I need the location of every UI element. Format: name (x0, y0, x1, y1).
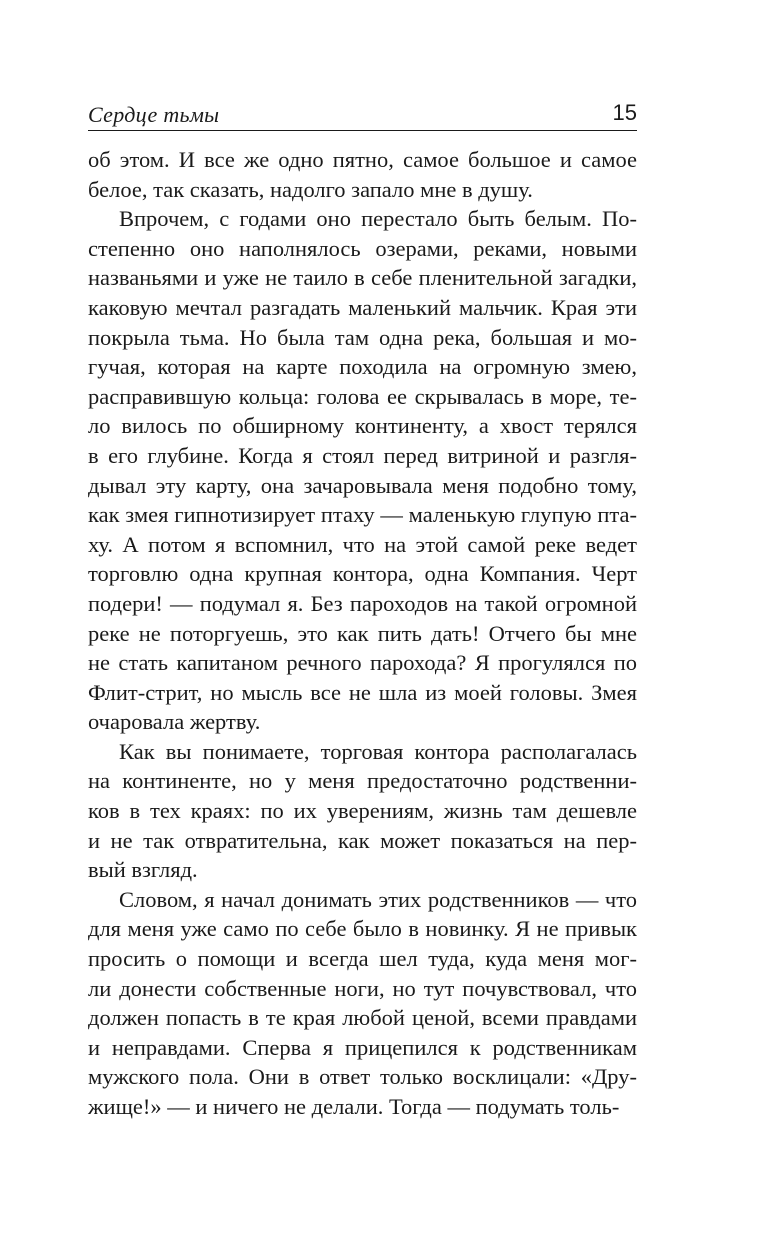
text-line: белое, так сказать, надолго запало мне в душу. (88, 176, 533, 202)
text-line: и не так отвратительна, как может показаться на пер- (88, 827, 637, 853)
page-number: 15 (612, 100, 637, 125)
running-head (88, 100, 637, 130)
body-text (88, 145, 637, 1122)
text-line: очаровала жертву. (88, 709, 261, 735)
paragraph (88, 885, 637, 1122)
text-line: ли донести собственные ноги, но тут почувствовал, что (88, 975, 637, 1001)
text-line: для меня уже само по себе было в новинку. Я не привык (88, 916, 637, 942)
header-rule (88, 130, 637, 131)
text-line: жище!» — и ничего не делали. Тогда — подумать толь- (88, 1094, 620, 1119)
text-line: должен попасть в те края любой ценой, всеми правдами (88, 1005, 637, 1031)
text-line: расправившую кольца: голова ее скрывалась в море, те- (88, 383, 637, 409)
text-line: Как вы понимаете, торговая контора располагалась (119, 738, 637, 764)
text-line: просить о помощи и всегда шел туда, куда меня мог- (88, 946, 637, 972)
text-line: как змея гипнотизирует птаху — маленькую глупую пта- (88, 502, 637, 528)
paragraph (88, 204, 637, 737)
text-line: Флит-стрит, но мысль все не шла из моей головы. Змея (88, 679, 637, 705)
text-line: Впрочем, с годами оно перестало быть белым. По- (119, 206, 637, 232)
text-line: дывал эту карту, она зачаровывала меня подобно тому, (88, 472, 637, 498)
text-line: мужского пола. Они в ответ только восклицали: «Дру- (88, 1064, 637, 1090)
text-line: ков в тех краях: по их уверениям, жизнь там дешевле (88, 798, 637, 824)
paragraph (88, 737, 637, 885)
text-line: не стать капитаном речного парохода? Я прогулялся по (88, 650, 637, 676)
text-line: названьями и уже не таило в себе пленительной загадки, (88, 265, 637, 291)
text-line: и неправдами. Сперва я прицепился к родственникам (88, 1034, 637, 1060)
text-line: покрыла тьма. Но была там одна река, большая и мо- (88, 324, 637, 350)
text-line: об этом. И все же одно пятно, самое большое и самое (88, 147, 637, 172)
text-line: степенно оно наполнялось озерами, реками, новыми (88, 235, 637, 261)
text-line: Словом, я начал донимать этих родственников — что (119, 886, 637, 912)
text-line: гучая, которая на карте походила на огромную змею, (88, 354, 637, 380)
text-line: на континенте, но у меня предостаточно родственни- (88, 768, 637, 794)
paragraph (88, 145, 637, 204)
text-line: подери! — подумал я. Без пароходов на такой огромной (88, 590, 637, 616)
text-line: торговлю одна крупная контора, одна Компания. Черт (88, 561, 637, 587)
running-title: Сердце тьмы (88, 102, 220, 127)
text-line: реке не поторгуешь, это как пить дать! Отчего бы мне (88, 620, 637, 646)
text-line: в его глубине. Когда я стоял перед витриной и разгля- (88, 442, 637, 468)
text-line: каковую мечтал разгадать маленький мальчик. Края эти (88, 294, 637, 320)
text-line: ло вилось по обширному континенту, а хвост терялся (88, 413, 637, 439)
text-line: вый взгляд. (88, 857, 198, 883)
text-line: ху. А потом я вспомнил, что на этой самой реке ведет (88, 531, 637, 557)
